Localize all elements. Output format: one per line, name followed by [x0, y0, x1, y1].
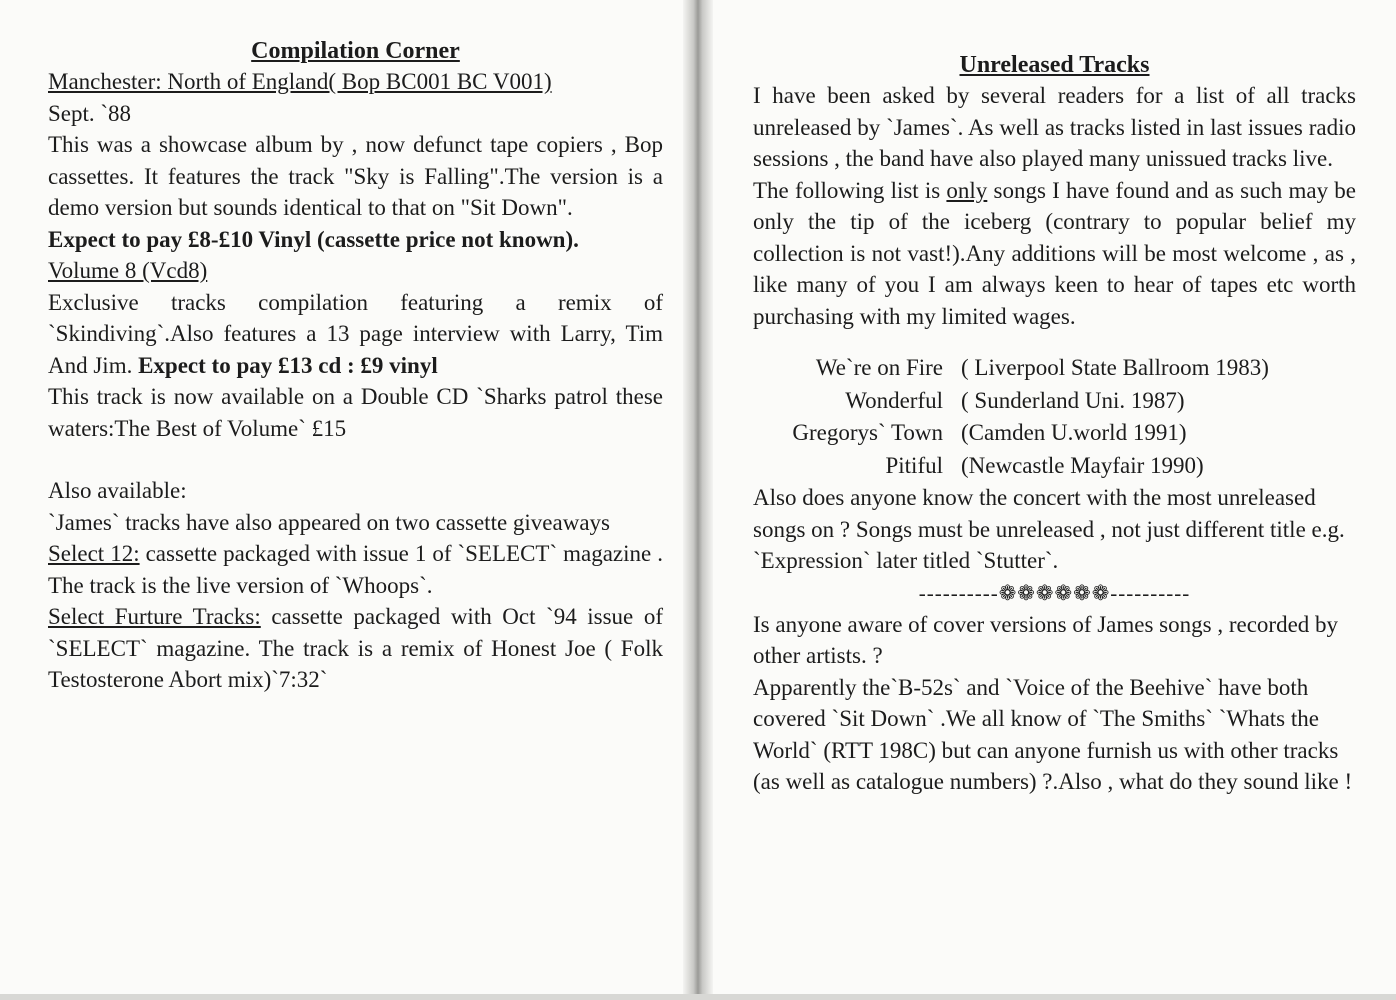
book-gutter [683, 0, 713, 1000]
intro-paragraph: I have been asked by several readers for a list of all tracks unreleased by `James`. As well as tracks listed in last issues radio sessions , the band have also played many unissued tracks live. [753, 83, 1356, 171]
price-note: Expect to pay £8-£10 Vinyl (cassette price not known). [48, 226, 579, 252]
list-intro-text: songs I have found and as such may be only the tip of the iceberg (contrary to popular belief my collection is not vast!).Any additions will be most welcome , as , like many of you I am always keen to hear of tapes etc worth purchasing with my limited wages. [753, 177, 1356, 329]
flower-divider: ----------❁❁❁❁❁❁---------- [918, 580, 1191, 605]
list-intro-text: The following list is [753, 177, 947, 203]
left-page [0, 0, 683, 1000]
section-heading: Also available: [48, 478, 187, 503]
entry-heading: Manchester: North of England( Bop BC001 BC V001) [48, 69, 552, 94]
question-paragraph: Also does anyone know the concert with the most unreleased songs on ? Songs must be unreleased , not just different title e.g. `Expression` later titled `Stutter`. [753, 485, 1345, 573]
entry-heading: Volume 8 (Vcd8) [48, 258, 208, 283]
entry-text: Exclusive tracks compilation featuring a remix of `Skindiving`.Also features a 13 page interview with Larry, Tim And Jim. [48, 289, 663, 378]
future-entry [48, 601, 663, 696]
covers-question: Is anyone aware of cover versions of James songs , recorded by other artists. ? [753, 611, 1339, 668]
page-title: Unreleased Tracks [959, 52, 1150, 78]
track-venue: ( Sunderland Uni. 1987) [961, 387, 1185, 413]
emphasis-only: only [946, 177, 988, 203]
future-label: Select Furture Tracks: [48, 604, 261, 629]
also-intro: `James` tracks have also appeared on two cassette giveaways [48, 509, 610, 535]
track-list [753, 352, 1356, 482]
track-item [753, 417, 1356, 450]
right-page [713, 0, 1396, 1000]
entry-date: Sept. `88 [48, 100, 132, 126]
track-name: We`re on Fire [815, 355, 943, 380]
track-venue: (Camden U.world 1991) [961, 420, 1187, 445]
select12-entry [48, 538, 663, 601]
track-item [753, 450, 1356, 483]
track-venue: ( Liverpool State Ballroom 1983) [961, 355, 1269, 380]
future-text: cassette packaged with Oct `94 issue of `SELECT` magazine. The track is a remix of Honest Joe ( Folk Testosterone Abort mix)`7:32` [48, 604, 663, 692]
track-item [753, 385, 1356, 418]
entry-body: This was a showcase album by , now defunct tape copiers , Bop cassettes. It features the track "Sky is Falling".The version is a demo version but sounds identical to that on "Sit Down". [48, 132, 663, 220]
track-name: Pitiful [885, 452, 943, 478]
page-title: Compilation Corner [251, 38, 460, 64]
page-edge [0, 994, 1396, 1000]
entry-body [48, 287, 663, 382]
entry-note: This track is now available on a Double CD `Sharks patrol these waters:The Best of Volume` £15 [48, 384, 663, 441]
track-name: Gregorys` Town [792, 420, 943, 445]
covers-paragraph: Apparently the`B-52s` and `Voice of the Beehive` have both covered `Sit Down` .We all know of `The Smiths` `Whats the World` (RTT 198C) but can anyone furnish us with other tracks (as well as catalogue numbers) ?.Also , what do they sound like ! [753, 674, 1353, 794]
price-note: Expect to pay £13 cd : £9 vinyl [138, 352, 438, 378]
track-item [753, 352, 1356, 385]
track-name: Wonderful [845, 387, 943, 413]
select12-label: Select 12: [48, 541, 140, 566]
track-venue: (Newcastle Mayfair 1990) [961, 452, 1204, 478]
list-intro-paragraph [753, 175, 1356, 333]
select12-text: cassette packaged with issue 1 of `SELECT` magazine . The track is the live version of `Whoops`. [48, 541, 663, 598]
